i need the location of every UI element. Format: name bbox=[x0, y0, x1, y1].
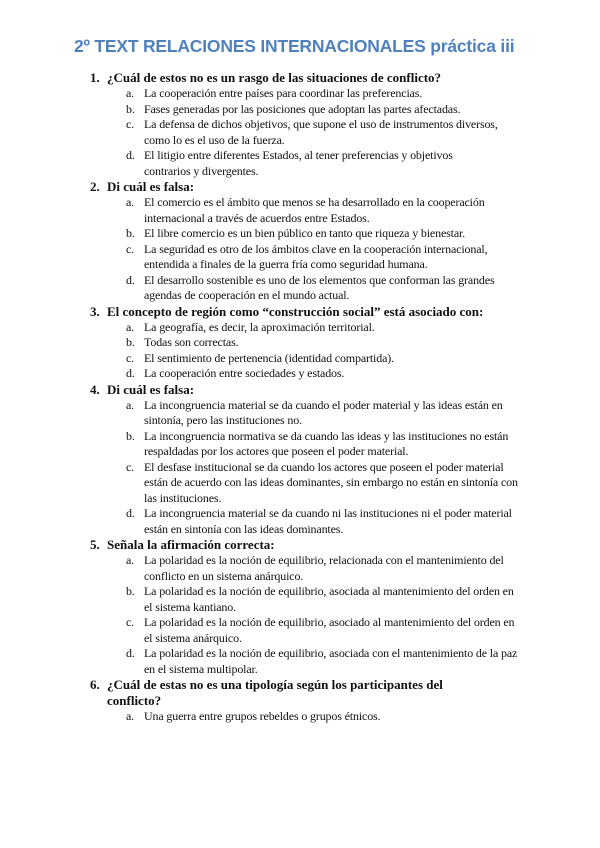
option-b bbox=[107, 335, 510, 351]
option-text: Todas son correctas. bbox=[144, 335, 239, 349]
option-text: La seguridad es otro de los ámbitos clave en la cooperación internacional, entendida a finales de la guerra fría como seguridad humana. bbox=[144, 241, 488, 271]
option-text: El libre comercio es un bien público en tanto que riqueza y bienestar. bbox=[144, 226, 466, 240]
option-list bbox=[107, 553, 520, 677]
option-list bbox=[107, 86, 500, 179]
option-list bbox=[107, 195, 520, 304]
option-letter: b. bbox=[126, 335, 135, 349]
option-letter: b. bbox=[126, 101, 135, 116]
option-list bbox=[107, 709, 500, 725]
option-d bbox=[107, 506, 520, 537]
question-number: 3. bbox=[90, 303, 100, 319]
option-letter: c. bbox=[126, 117, 135, 131]
option-text: El desarrollo sostenible es uno de los elementos que conforman las grandes agendas de cooperación en el mundo actual. bbox=[144, 272, 495, 302]
option-letter: a. bbox=[126, 195, 135, 209]
option-a bbox=[107, 195, 520, 226]
option-text: La incongruencia material se da cuando ni las instituciones ni el poder material están en sintonía con las ideas dominantes. bbox=[144, 506, 512, 536]
option-text: Fases generadas por las posiciones que adoptan las partes afectadas. bbox=[144, 101, 461, 116]
question-number: 4. bbox=[90, 381, 100, 397]
question-list bbox=[0, 70, 600, 725]
question-3 bbox=[0, 304, 600, 382]
option-letter: c. bbox=[126, 615, 135, 629]
question-text: Di cuál es falsa: bbox=[107, 179, 195, 194]
option-text: La polaridad es la noción de equilibrio, asociada con el mantenimiento de la paz en el sistema multipolar. bbox=[144, 646, 518, 676]
option-a bbox=[107, 398, 520, 429]
option-text: La cooperación entre países para coordinar las preferencias. bbox=[144, 86, 423, 100]
option-letter: d. bbox=[126, 646, 135, 660]
question-text: Di cuál es falsa: bbox=[107, 381, 195, 397]
question-4 bbox=[0, 382, 600, 538]
option-c bbox=[107, 117, 500, 148]
question-2 bbox=[0, 179, 600, 304]
option-d bbox=[107, 148, 500, 179]
question-text: El concepto de región como “construcción social” está asociado con: bbox=[107, 303, 484, 319]
option-list bbox=[107, 398, 520, 538]
option-letter: a. bbox=[126, 709, 135, 723]
option-text: El desfase institucional se da cuando los actores que poseen el poder material están de acuerdo con las ideas dominantes, sin embargo no están en sintonía con las instituciones. bbox=[144, 459, 518, 505]
question-text: Señala la afirmación correcta: bbox=[107, 537, 275, 552]
option-text: La geografía, es decir, la aproximación territorial. bbox=[144, 319, 375, 334]
document-title: 2º TEXT RELACIONES INTERNACIONALES práctica iii bbox=[74, 36, 515, 56]
option-letter: b. bbox=[126, 428, 135, 443]
option-a bbox=[107, 320, 510, 336]
question-text: ¿Cuál de estas no es una tipología según los participantes del conflicto? bbox=[107, 677, 443, 708]
option-b bbox=[107, 429, 520, 460]
option-d bbox=[107, 646, 520, 677]
option-b bbox=[107, 226, 520, 242]
question-text: ¿Cuál de estos no es un rasgo de las situaciones de conflicto? bbox=[107, 70, 442, 85]
question-1 bbox=[0, 70, 600, 179]
option-c bbox=[107, 242, 520, 273]
question-number: 2. bbox=[90, 179, 100, 194]
option-text: La incongruencia material se da cuando el poder material y las ideas están en sintonía, pero las instituciones no. bbox=[144, 397, 503, 427]
option-list bbox=[107, 320, 510, 382]
option-letter: d. bbox=[126, 506, 135, 520]
option-c bbox=[107, 351, 510, 367]
question-5 bbox=[0, 537, 600, 677]
option-text: El litigio entre diferentes Estados, al tener preferencias y objetivos contrarios y divergentes. bbox=[144, 148, 453, 178]
option-a bbox=[107, 86, 500, 102]
option-letter: a. bbox=[126, 319, 135, 334]
option-letter: a. bbox=[126, 397, 135, 412]
option-letter: d. bbox=[126, 148, 135, 162]
option-letter: c. bbox=[126, 459, 135, 474]
option-a bbox=[107, 553, 520, 584]
option-b bbox=[107, 102, 500, 118]
option-letter: a. bbox=[126, 553, 135, 567]
option-text: La polaridad es la noción de equilibrio, relacionada con el mantenimiento del conflicto en un sistema anárquico. bbox=[144, 553, 504, 583]
option-c bbox=[107, 615, 520, 646]
option-text: La defensa de dichos objetivos, que supone el uso de instrumentos diversos, como lo es el uso de la fuerza. bbox=[144, 117, 498, 147]
option-text: La incongruencia normativa se da cuando las ideas y las instituciones no están respaldadas por los actores que poseen el poder material. bbox=[144, 428, 509, 458]
option-text: El comercio es el ámbito que menos se ha desarrollado en la cooperación internacional a través de acuerdos entre Estados. bbox=[144, 195, 485, 225]
option-text: El sentimiento de pertenencia (identidad compartida). bbox=[144, 350, 394, 365]
option-text: La cooperación entre sociedades y estados. bbox=[144, 366, 345, 380]
option-b bbox=[107, 584, 520, 615]
option-letter: d. bbox=[126, 272, 135, 287]
option-letter: b. bbox=[126, 226, 135, 240]
question-number: 5. bbox=[90, 537, 100, 552]
question-number: 1. bbox=[90, 70, 100, 85]
option-letter: c. bbox=[126, 241, 135, 256]
option-d bbox=[107, 273, 520, 304]
option-text: La polaridad es la noción de equilibrio, asociada al mantenimiento del orden en el sistema kantiano. bbox=[144, 584, 514, 614]
option-letter: b. bbox=[126, 584, 135, 598]
option-text: La polaridad es la noción de equilibrio, asociado al mantenimiento del orden en el sistema anárquico. bbox=[144, 615, 515, 645]
option-letter: c. bbox=[126, 350, 135, 365]
option-text: Una guerra entre grupos rebeldes o grupos étnicos. bbox=[144, 709, 381, 723]
question-6 bbox=[0, 677, 600, 725]
option-d bbox=[107, 366, 510, 382]
option-c bbox=[107, 460, 520, 507]
question-number: 6. bbox=[90, 677, 100, 692]
option-a bbox=[107, 709, 500, 725]
option-letter: d. bbox=[126, 366, 135, 380]
option-letter: a. bbox=[126, 86, 135, 100]
